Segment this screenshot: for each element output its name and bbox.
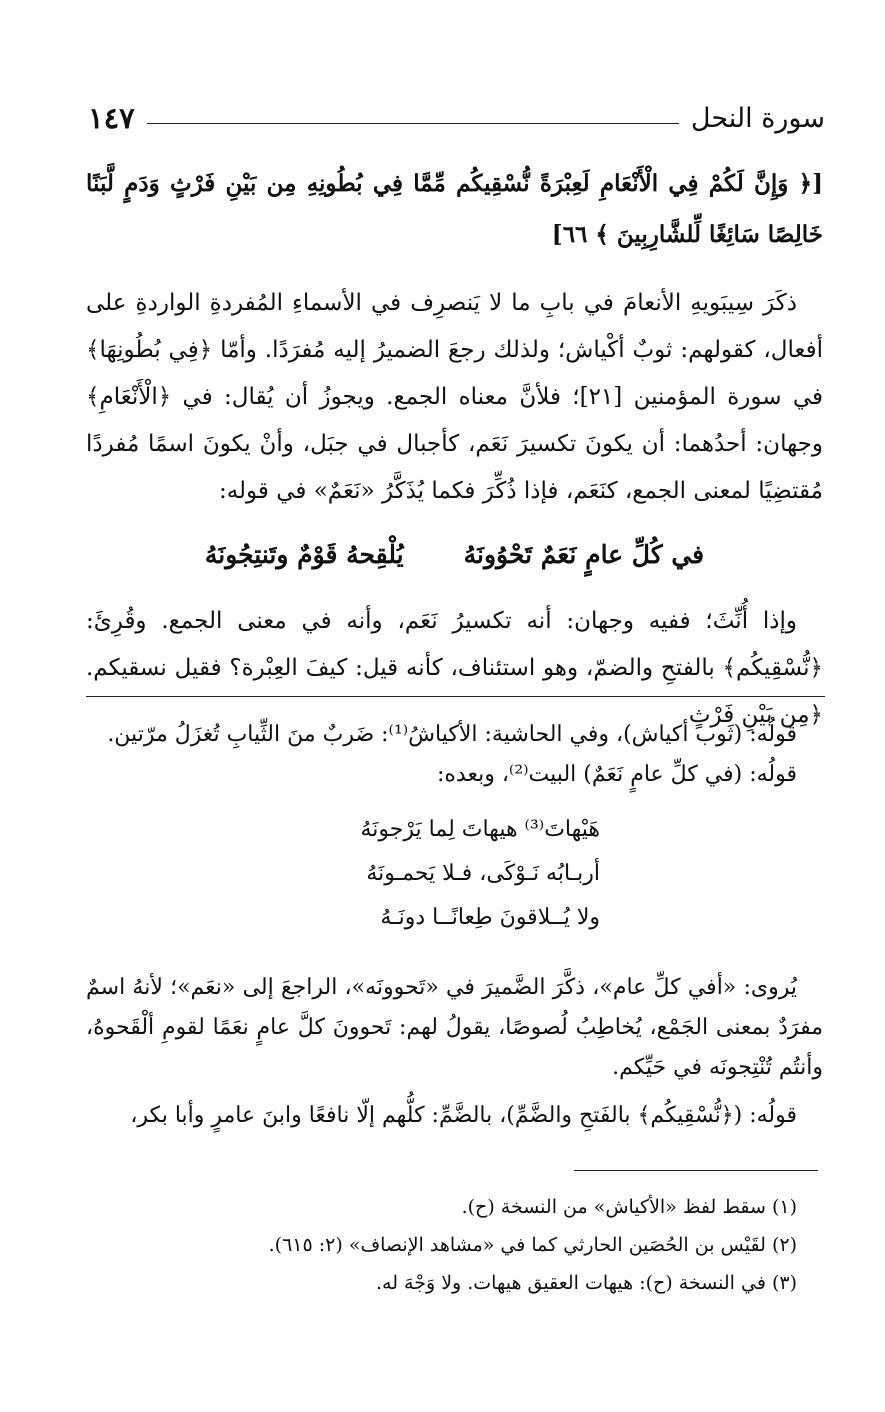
poem-verse bbox=[86, 530, 823, 580]
commentary-line-2: قولُه: (في كلِّ عامٍ نَعَمٌ) البيت⁽²⁾، وبعده: bbox=[436, 762, 797, 787]
main-paragraph-2: وإذا أُنِّثَ؛ ففيه وجهان: أنه تكسيرُ نَعَم، وأنه في معنى الجمع. وقُرِئَ: ﴿نُّسْقِيكُم﴾ بالفتحِ والضمّ، وهو استئناف، كأنه قيل: كيفَ العِبْرة؟ فقيل نسقيكم. ﴿مِن بَيْنِ فَرْثٍ bbox=[86, 608, 823, 728]
footnote-rule bbox=[574, 1170, 818, 1171]
page-number: ١٤٧ bbox=[88, 101, 135, 135]
surah-title: سورة النحل bbox=[690, 102, 825, 134]
main-paragraph-1: ذكَرَ سِيبَويهِ الأنعامَ في بابِ ما لا يَنصرِف في الأسماءِ المُفردةِ الواردةِ على أفعال، كقولهم: ثوبٌ أكْياش؛ ولذلك رجعَ الضميرُ إليه مُفرَدًا. وأمّا ﴿فِي بُطُونِهَا﴾ في سورة المؤمنين [٢١]؛ فلأنَّ معناه الجمع. ويجوزُ أن يُقال: في ﴿الْأَنْعَامِ﴾ وجهان: أحدُهما: أن يكونَ تكسيرَ نَعَم، كأجبال في جبَل، وأنْ يكونَ اسمًا مُفردًا مُقتضِيًا لمعنى الجمع، كنَعَم، فإذا ذُكِّرَ فكما يُذَكَّرُ «نَعَمٌ» في قوله: bbox=[86, 290, 824, 504]
commentary-paragraph-3: يُروى: «أفي كلِّ عام»، ذكَّرَ الضَّميرَ في «تَحوونَه»، الراجعَ إلى «نعَم»؛ لأنهُ اسمٌ مفرَدٌ بمعنى الجَمْع، يُخاطِبُ لُصوصًا، يقولُ لهم: تَحوونَ كلَّ عامٍ نعَمًا لقومِ ألْقَحوهُ، وأنتُم تُنْتِجونَه في حَيِّكم. bbox=[86, 975, 823, 1080]
header-rule bbox=[147, 123, 679, 124]
commentary-poem-line-2: أربـابُه نَـوْكَى، فـلا يَحمـونَهُ bbox=[366, 861, 600, 886]
running-header bbox=[88, 98, 825, 138]
commentary-paragraph-4: قولُه: (﴿نُّسْقِيكُم﴾ بالفَتحِ والضَّمِّ)، بالضَّمِّ: كلُّهم إلّا نافعًا وابنَ عامرٍ وأبا بكر، bbox=[130, 1103, 797, 1128]
footnote-3: (٣) في النسخة (ح): هيهات العقيق هيهات. ولا وَجْهَ له. bbox=[376, 1272, 797, 1294]
commentary-divider bbox=[86, 696, 825, 697]
commentary-poem-line-3: ولا يُــلاقونَ طِعانًــا دونَـهُ bbox=[380, 905, 600, 930]
verse-text: [﴿ وَإِنَّ لَكُمْ فِي الْأَنْعَامِ لَعِبْرَةً نُّسْقِيكُم مِّمَّا فِي بُطُونِهِ مِن بَيْنِ فَرْثٍ وَدَمٍ لَّبَنًا خَالِصًا سَائِغًا لِّلشَّارِبِينَ ﴾ ٦٦] bbox=[86, 170, 823, 248]
commentary-poem-line-1: هَيْهاتَ⁽³⁾ هيهاتَ لِما يَرْجونَهُ bbox=[360, 817, 600, 842]
commentary-poem bbox=[260, 808, 600, 940]
footnote-1: (١) سقط لفظ «الأكياش» من النسخة (ح). bbox=[461, 1196, 797, 1218]
main-text bbox=[86, 280, 823, 515]
quran-verse bbox=[86, 158, 823, 260]
footnote-2: (٢) لقَيْس بن الحُصَين الحارثي كما في «مشاهد الإنصاف» (٢: ٦١٥). bbox=[268, 1234, 797, 1256]
commentary-block-1 bbox=[86, 715, 823, 795]
poem-hemistich-right: في كُلِّ عامٍ نَعَمٌ تَحْوُونَهُ bbox=[463, 540, 705, 569]
poem-hemistich-left: يُلْقِحهُ قَوْمٌ وتَنتِجُونَهُ bbox=[204, 540, 404, 569]
commentary-block-2 bbox=[86, 968, 823, 1136]
commentary-line-1: قولُه: (ثَوب أكياش)، وفي الحاشية: الأكياشُ⁽¹⁾: ضَربٌ منَ الثِّيابِ تُغزَلُ مرّتين. bbox=[107, 722, 797, 747]
footnotes bbox=[86, 1188, 823, 1302]
